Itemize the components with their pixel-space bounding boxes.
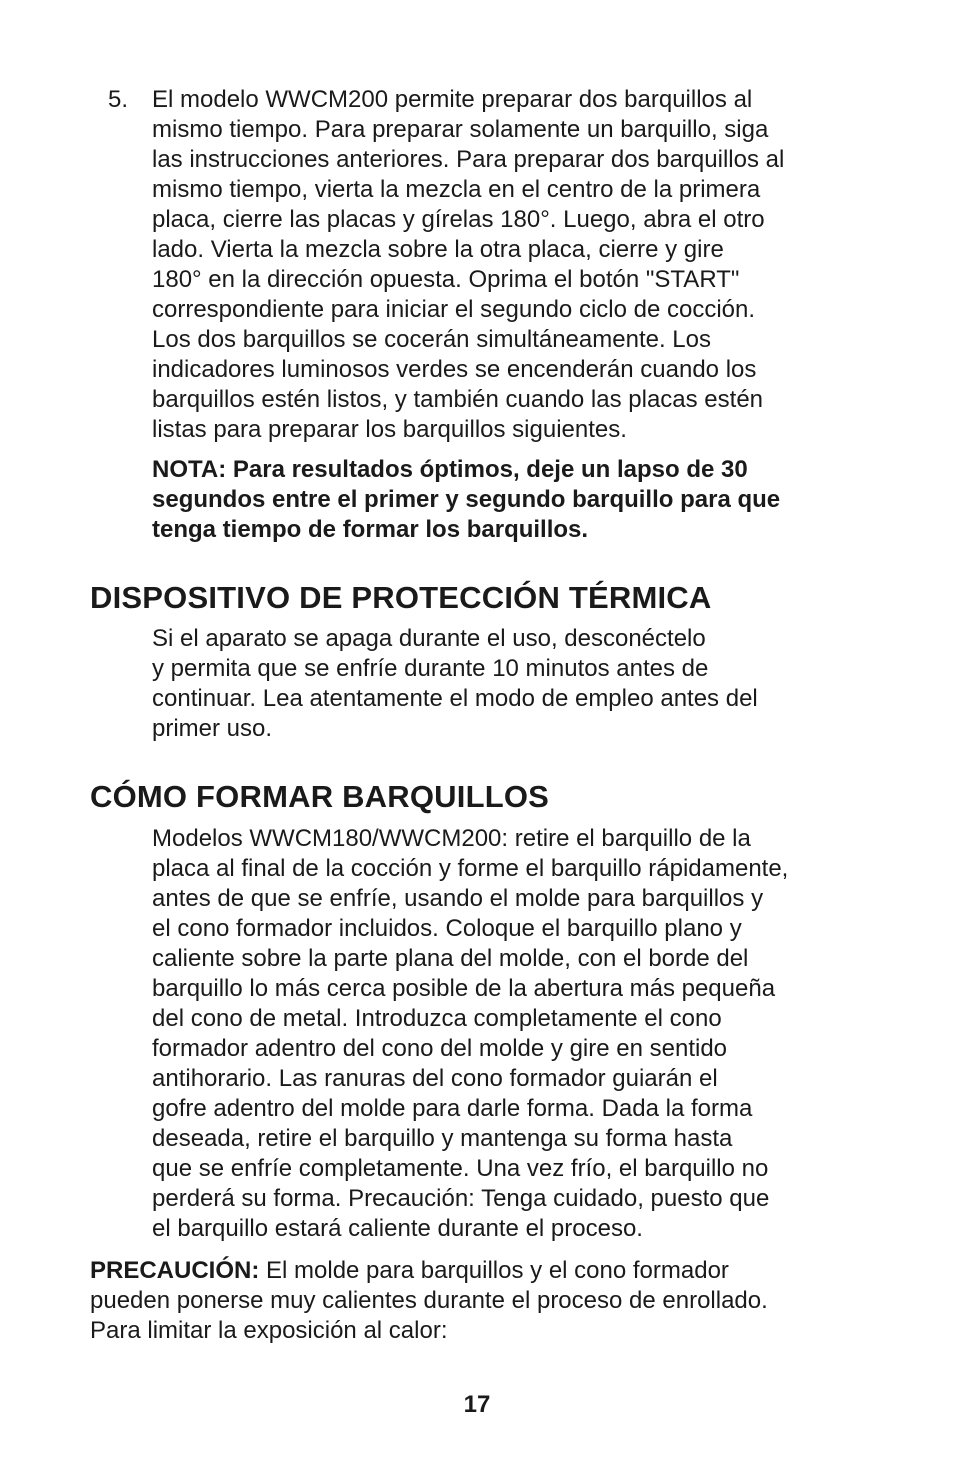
text-line: caliente sobre la parte plana del molde, con el borde del (152, 945, 749, 972)
note-line: segundos entre el primer y segundo barquillo para que (152, 486, 781, 513)
text-line: lado. Vierta la mezcla sobre la otra placa, cierre y gire (152, 236, 724, 263)
text-line: 180° en la dirección opuesta. Oprima el botón "START" (152, 266, 740, 293)
text-line: formador adentro del cono del molde y gire en sentido (152, 1035, 728, 1062)
text-line: antihorario. Las ranuras del cono formador guiarán el (152, 1065, 718, 1092)
text-line: que se enfríe completamente. Una vez frío, el barquillo no (152, 1155, 769, 1182)
shaping-cones-paragraph (152, 824, 868, 1244)
text-line: y permita que se enfríe durante 10 minutos antes de (152, 655, 709, 682)
text-line: continuar. Lea atentamente el modo de empleo antes del (152, 685, 758, 712)
text-line: barquillo lo más cerca posible de la abertura más pequeña (152, 975, 776, 1002)
section-heading-thermal-protection: DISPOSITIVO DE PROTECCIÓN TÉRMICA (90, 580, 712, 615)
text-line: mismo tiempo, vierta la mezcla en el centro de la primera (152, 176, 761, 203)
text-line: gofre adentro del molde para darle forma. Dada la forma (152, 1095, 753, 1122)
text-line: el cono formador incluidos. Coloque el barquillo plano y (152, 915, 742, 942)
text-line: Si el aparato se apaga durante el uso, desconéctelo (152, 625, 706, 652)
text-line: Modelos WWCM180/WWCM200: retire el barquillo de la (152, 825, 751, 852)
caution-first-line-text: El molde para barquillos y el cono formador (259, 1257, 729, 1284)
caution-first-line (90, 1256, 868, 1286)
note-paragraph (152, 455, 868, 545)
text-line: indicadores luminosos verdes se encenderán cuando los (152, 356, 757, 383)
text-line: listas para preparar los barquillos siguientes. (152, 416, 627, 443)
text-line: pueden ponerse muy calientes durante el proceso de enrollado. (90, 1287, 768, 1314)
text-line: placa, cierre las placas y gírelas 180°. Luego, abra el otro (152, 206, 765, 233)
thermal-protection-paragraph (152, 624, 868, 744)
text-line: deseada, retire el barquillo y mantenga su forma hasta (152, 1125, 733, 1152)
text-line: Los dos barquillos se cocerán simultáneamente. Los (152, 326, 711, 353)
caution-label: PRECAUCIÓN: (90, 1257, 260, 1284)
note-line: NOTA: Para resultados óptimos, deje un lapso de 30 (152, 456, 748, 483)
text-line: del cono de metal. Introduzca completamente el cono (152, 1005, 722, 1032)
text-line: el barquillo estará caliente durante el proceso. (152, 1215, 643, 1242)
text-line: antes de que se enfríe, usando el molde para barquillos y (152, 885, 764, 912)
text-line: Para limitar la exposición al calor: (90, 1317, 448, 1344)
text-line: las instrucciones anteriores. Para preparar dos barquillos al (152, 146, 785, 173)
text-line: El modelo WWCM200 permite preparar dos barquillos al (152, 86, 753, 113)
section-heading-shaping-cones: CÓMO FORMAR BARQUILLOS (90, 779, 550, 814)
text-line: correspondiente para iniciar el segundo ciclo de cocción. (152, 296, 756, 323)
text-line: perderá su forma. Precaución: Tenga cuidado, puesto que (152, 1185, 770, 1212)
text-line: mismo tiempo. Para preparar solamente un barquillo, siga (152, 116, 769, 143)
text-line: barquillos estén listos, y también cuando las placas estén (152, 386, 764, 413)
note-line: tenga tiempo de formar los barquillos. (152, 516, 589, 543)
text-line: primer uso. (152, 715, 273, 742)
caution-paragraph (90, 1256, 868, 1346)
text-line: placa al final de la cocción y forme el barquillo rápidamente, (152, 855, 789, 882)
list-item-text (152, 85, 868, 445)
page-number: 17 (463, 1391, 491, 1418)
list-item-number: 5. (108, 86, 129, 113)
